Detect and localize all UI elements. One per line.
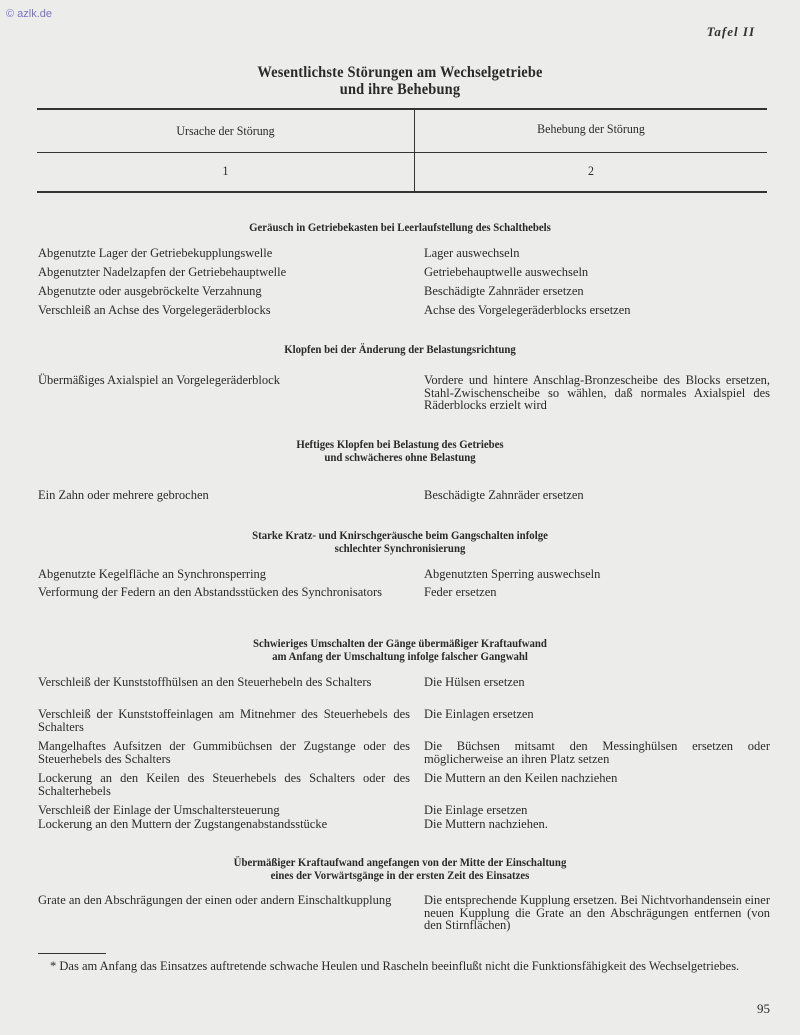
cause-cell: Grate an den Abschrägungen der einen oder andern Einschaltkupplung <box>38 893 392 907</box>
section-heading-line: schlechter Synchronisierung <box>334 541 466 555</box>
fix-cell: Die Muttern an den Keilen nachziehen <box>424 771 618 785</box>
fix-cell: Die entsprechende Kupplung ersetzen. Bei Nichtvorhandensein einer neuen Kupplung die Grate an den Abschrägungen entfernen (von den Stirnflächen) <box>424 893 770 932</box>
fix-cell: Die Einlage ersetzen <box>424 803 528 817</box>
table-rule-bottom <box>37 191 767 193</box>
section-heading <box>40 221 760 234</box>
page-number: 95 <box>757 1001 770 1016</box>
cause-cell: Verschleiß an Achse des Vorgelegeräderblocks <box>38 303 271 317</box>
fix-cell: Abgenutzten Sperring auswechseln <box>424 567 601 581</box>
section-heading-line: Schwieriges Umschalten der Gänge übermäßiger Kraftaufwand <box>253 636 547 650</box>
watermark: © azlk.de <box>6 8 53 20</box>
table-rule-middle <box>37 152 767 153</box>
cause-cell: Lockerung an den Keilen des Steuerhebels des Schalters oder des Schalterhebels <box>38 771 410 798</box>
column-number-2: 2 <box>588 163 594 178</box>
section-heading <box>40 856 760 882</box>
section-heading-line: Geräusch in Getriebekasten bei Leerlaufstellung des Schalthebels <box>249 220 551 234</box>
cause-cell: Abgenutzte Lager der Getriebekupplungswelle <box>38 246 273 260</box>
section-heading-line: Übermäßiger Kraftaufwand angefangen von der Mitte der Einschaltung <box>233 855 567 869</box>
section-heading-line: eines der Vorwärtsgänge in der ersten Zeit des Einsatzes <box>270 868 530 882</box>
cause-cell: Übermäßiges Axialspiel an Vorgelegeräderblock <box>38 373 280 387</box>
fix-cell: Getriebehauptwelle auswechseln <box>424 265 589 279</box>
cause-cell: Ein Zahn oder mehrere gebrochen <box>38 488 209 502</box>
fix-cell: Die Büchsen mitsamt den Messinghülsen ersetzen oder möglicherweise an ihren Platz setzen <box>424 739 770 766</box>
footnote: * Das am Anfang das Einsatzes auftretende schwache Heulen und Rascheln beeinflußt nicht die Funktionsfähigkeit des Wechselgetriebes. <box>50 959 740 973</box>
cause-cell: Verschleiß der Kunststoffhülsen an den Steuerhebeln des Schalters <box>38 675 372 689</box>
cause-cell: Mangelhaftes Aufsitzen der Gummibüchsen der Zugstange oder des Steuerhebels des Schalters <box>38 739 410 766</box>
fix-cell: Vordere und hintere Anschlag-Bronzescheibe des Blocks ersetzen, Stahl-Zwischenscheibe so wählen, daß normales Axialspiel des Räderblocks erzielt wird <box>424 373 770 412</box>
section-heading <box>40 529 760 555</box>
fix-cell: Beschädigte Zahnräder ersetzen <box>424 284 584 298</box>
fix-cell: Achse des Vorgelegeräderblocks ersetzen <box>424 303 631 317</box>
page-title <box>40 64 760 98</box>
table-column-divider <box>414 110 415 191</box>
section-heading <box>40 343 760 356</box>
fix-cell: Lager auswechseln <box>424 246 520 260</box>
section-heading <box>40 438 760 464</box>
cause-cell: Verformung der Federn an den Abstandsstücken des Synchronisators <box>38 585 383 599</box>
cause-cell: Lockerung an den Muttern der Zugstangenabstandsstücke <box>38 817 328 831</box>
table-rule-top <box>37 108 767 110</box>
cause-cell: Abgenutzte oder ausgebröckelte Verzahnung <box>38 284 262 298</box>
title-line-1: Wesentlichste Störungen am Wechselgetriebe <box>257 64 543 81</box>
column-header-fix: Behebung der Störung <box>537 121 645 136</box>
column-number-1: 1 <box>222 163 229 178</box>
plate-label: Tafel II <box>706 24 755 39</box>
cause-cell: Verschleiß der Kunststoffeinlagen am Mitnehmer des Steuerhebels des Schalters <box>38 707 410 734</box>
section-heading <box>40 637 760 663</box>
section-heading-line: Klopfen bei der Änderung der Belastungsrichtung <box>284 342 516 356</box>
fix-cell: Beschädigte Zahnräder ersetzen <box>424 488 584 502</box>
section-heading-line: Heftiges Klopfen bei Belastung des Getriebes <box>296 437 504 451</box>
title-line-2: und ihre Behebung <box>339 81 461 98</box>
section-heading-line: am Anfang der Umschaltung infolge falscher Gangwahl <box>272 649 528 663</box>
section-heading-line: und schwächeres ohne Belastung <box>324 450 476 464</box>
cause-cell: Abgenutzte Kegelfläche an Synchronsperring <box>38 567 267 581</box>
cause-cell: Verschleiß der Einlage der Umschaltersteuerung <box>38 803 280 817</box>
footnote-rule <box>38 953 106 954</box>
column-header-cause: Ursache der Störung <box>176 123 275 138</box>
fix-cell: Feder ersetzen <box>424 585 497 599</box>
section-heading-line: Starke Kratz- und Knirschgeräusche beim Gangschalten infolge <box>252 528 548 542</box>
fix-cell: Die Hülsen ersetzen <box>424 675 525 689</box>
fix-cell: Die Muttern nachziehen. <box>424 817 548 831</box>
cause-cell: Abgenutzter Nadelzapfen der Getriebehauptwelle <box>38 265 287 279</box>
fix-cell: Die Einlagen ersetzen <box>424 707 534 721</box>
